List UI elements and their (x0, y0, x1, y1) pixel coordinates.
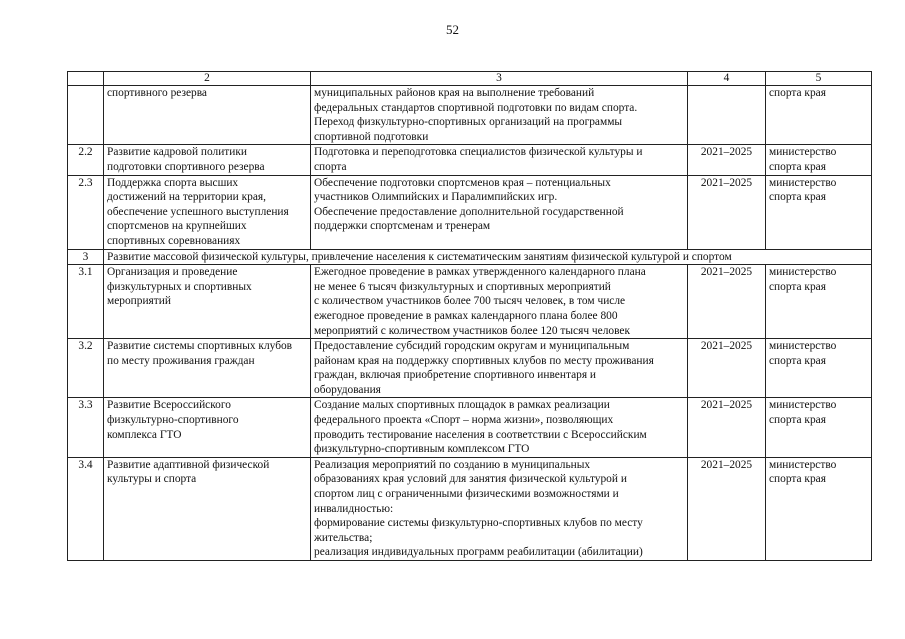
text-line: министерство (769, 176, 837, 189)
item-number: 2.3 (68, 175, 104, 249)
item-period: 2021–2025 (688, 265, 766, 339)
text-line: проводить тестирование населения в соответствии с Всероссийским (314, 428, 647, 441)
table-row (68, 457, 872, 560)
text-line: Подготовка и переподготовка специалистов физической культуры и (314, 146, 643, 159)
item-executor (766, 175, 872, 249)
text-line: министерство (769, 458, 837, 471)
text-line: обеспечение успешного выступления (107, 205, 289, 218)
text-line: спорта края (769, 414, 826, 427)
text-line: спорта края (769, 191, 826, 204)
text-line: участников Олимпийских и Паралимпийских игр. (314, 191, 558, 204)
text-line: Развитие адаптивной физической (107, 458, 270, 471)
text-line: поддержки спортсменам и тренерам (314, 220, 491, 233)
text-line: физкультурных и спортивных (107, 280, 252, 293)
item-measures (311, 457, 688, 560)
text-line: граждан, включая приобретение спортивного инвентаря и (314, 369, 597, 382)
item-name (104, 457, 311, 560)
text-line: спортивной подготовки (314, 130, 429, 143)
text-line: Реализация мероприятий по созданию в муниципальных (314, 458, 591, 471)
item-measures (311, 339, 688, 398)
item-period: 2021–2025 (688, 457, 766, 560)
text-line: Развитие кадровой политики (107, 146, 248, 159)
item-name (104, 339, 311, 398)
section-title: Развитие массовой физической культуры, привлечение населения к систематическим занятиям физической культурой и спортом (104, 249, 872, 265)
item-executor (766, 145, 872, 175)
table-row (68, 339, 872, 398)
continuation-name (104, 86, 311, 145)
text-line: спортивных соревнованиях (107, 234, 241, 247)
measures-table (67, 71, 872, 561)
text-line: достижений на территории края, (107, 191, 266, 204)
column-numbers-row (68, 72, 872, 86)
text-line: министерство (769, 146, 837, 159)
text-line: Организация и проведение (107, 266, 238, 279)
item-measures (311, 265, 688, 339)
text-line: муниципальных районов края на выполнение требований (314, 87, 595, 99)
table-body (68, 72, 872, 561)
text-line: инвалидностью: (314, 502, 394, 515)
item-measures (311, 398, 688, 457)
item-executor (766, 339, 872, 398)
text-line: министерство (769, 399, 837, 412)
text-line: федерального проекта «Спорт – норма жизни», позволяющих (314, 414, 614, 427)
item-measures (311, 175, 688, 249)
table-row (68, 398, 872, 457)
item-number: 3.3 (68, 398, 104, 457)
item-number: 3.1 (68, 265, 104, 339)
item-number: 2.2 (68, 145, 104, 175)
item-measures (311, 145, 688, 175)
text-line: спорта края (769, 160, 826, 173)
item-period: 2021–2025 (688, 339, 766, 398)
column-number-2: 2 (104, 72, 311, 86)
section-header-row (68, 249, 872, 265)
text-line: реализация индивидуальных программ реабилитации (абилитации) (314, 546, 643, 559)
table-row (68, 145, 872, 175)
continuation-period (688, 86, 766, 145)
text-line: федеральных стандартов спортивной подготовки по видам спорта. (314, 101, 638, 114)
text-line: оборудования (314, 383, 381, 396)
text-line: формирование системы физкультурно-спортивных клубов по месту (314, 517, 643, 530)
continuation-row (68, 86, 872, 145)
column-number-4: 4 (688, 72, 766, 86)
item-name (104, 265, 311, 339)
column-number-3: 3 (311, 72, 688, 86)
text-line: мероприятий (107, 295, 171, 308)
item-name (104, 398, 311, 457)
text-line: спортивного резерва (107, 87, 207, 99)
section-number: 3 (68, 249, 104, 265)
column-number-5: 5 (766, 72, 872, 86)
text-line: спорта края (769, 87, 826, 99)
text-line: физкультурно-спортивным комплексом ГТО (314, 443, 530, 456)
text-line: подготовки спортивного резерва (107, 160, 265, 173)
text-line: спортсменов на крупнейших (107, 220, 247, 233)
item-number: 3.4 (68, 457, 104, 560)
text-line: спортом лиц с ограниченными физическими возможностями и (314, 488, 619, 501)
text-line: спорта (314, 160, 347, 173)
item-name (104, 175, 311, 249)
item-name (104, 145, 311, 175)
text-line: спорта края (769, 354, 826, 367)
text-line: спорта края (769, 280, 826, 293)
item-period: 2021–2025 (688, 175, 766, 249)
text-line: Поддержка спорта высших (107, 176, 239, 189)
text-line: министерство (769, 340, 837, 353)
continuation-num (68, 86, 104, 145)
text-line: ежегодное проведение в рамках календарного плана более 800 (314, 309, 618, 322)
text-line: по месту проживания граждан (107, 354, 255, 367)
text-line: Создание малых спортивных площадок в рамках реализации (314, 399, 610, 412)
text-line: образованиях края условий для занятия физической культурой и (314, 473, 627, 486)
text-line: министерство (769, 266, 837, 279)
text-line: физкультурно-спортивного (107, 414, 239, 427)
text-line: комплекса ГТО (107, 428, 182, 441)
column-number-1 (68, 72, 104, 86)
continuation-measures (311, 86, 688, 145)
table-row (68, 265, 872, 339)
item-executor (766, 265, 872, 339)
text-line: не менее 6 тысяч физкультурных и спортивных мероприятий (314, 280, 611, 293)
page-number: 52 (446, 22, 459, 37)
text-line: культуры и спорта (107, 473, 197, 486)
item-period: 2021–2025 (688, 145, 766, 175)
text-line: Ежегодное проведение в рамках утвержденного календарного плана (314, 266, 646, 279)
continuation-executor (766, 86, 872, 145)
text-line: мероприятий с количеством участников более 120 тысяч человек (314, 324, 630, 337)
item-executor (766, 398, 872, 457)
text-line: Развитие системы спортивных клубов (107, 340, 293, 353)
item-number: 3.2 (68, 339, 104, 398)
text-line: Обеспечение подготовки спортсменов края – потенциальных (314, 176, 611, 189)
item-executor (766, 457, 872, 560)
table-row (68, 175, 872, 249)
text-line: Обеспечение предоставление дополнительной государственной (314, 205, 624, 218)
item-period: 2021–2025 (688, 398, 766, 457)
text-line: жительства; (314, 531, 373, 544)
text-line: с количеством участников более 700 тысяч человек, в том числе (314, 295, 626, 308)
text-line: Переход физкультурно-спортивных организаций на программы (314, 116, 623, 129)
text-line: Предоставление субсидий городским округам и муниципальным (314, 340, 630, 353)
text-line: спорта края (769, 473, 826, 486)
text-line: районам края на поддержку спортивных клубов по месту проживания (314, 354, 654, 367)
text-line: Развитие Всероссийского (107, 399, 231, 412)
